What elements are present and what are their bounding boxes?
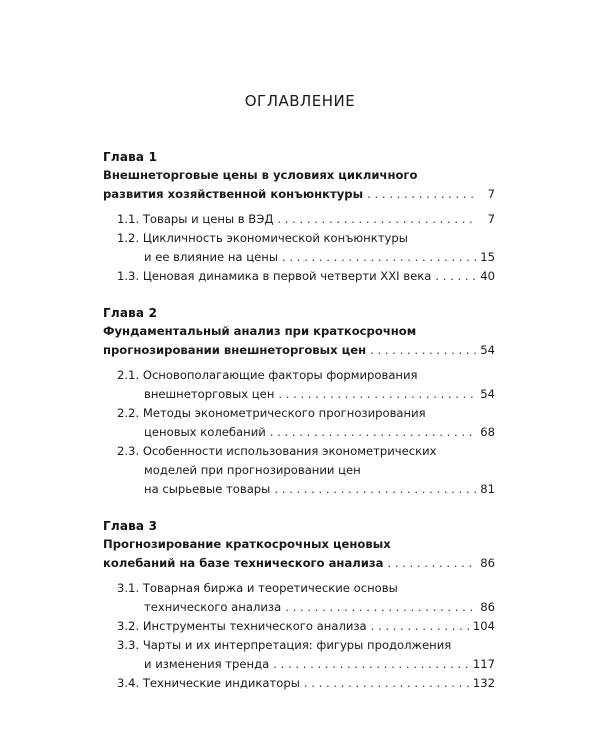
section-entry-3-1[interactable] xyxy=(103,579,495,617)
section-entry-2-3[interactable] xyxy=(103,442,495,499)
section-number: 3.3. xyxy=(117,638,140,652)
section-title: Товарная биржа и теоретические основы xyxy=(142,581,398,595)
section-entry-3-2[interactable] xyxy=(103,617,495,636)
page-number: 40 xyxy=(480,269,495,283)
section-title: Особенности использования эконометрических xyxy=(142,444,437,458)
dot-leader xyxy=(285,598,476,617)
dot-leader xyxy=(304,674,470,693)
section-number: 1.2. xyxy=(117,231,140,245)
section-entry-2-1[interactable] xyxy=(103,366,495,404)
dot-leader xyxy=(370,341,476,360)
section-title: и ее влияние на цены xyxy=(144,250,278,264)
page-number: 68 xyxy=(480,425,495,439)
page-number: 104 xyxy=(472,619,495,633)
section-title: ценовых колебаний xyxy=(144,425,266,439)
section-entry-3-3[interactable] xyxy=(103,636,495,674)
chapter-title-line: Прогнозирование краткосрочных ценовых xyxy=(103,537,391,551)
section-title: Товары и цены в ВЭД xyxy=(142,212,274,226)
section-number: 2.2. xyxy=(117,406,140,420)
section-title: моделей при прогнозировании цен xyxy=(144,463,361,477)
dot-leader xyxy=(277,210,476,229)
chapter-1 xyxy=(103,148,495,286)
section-title: внешнеторговых цен xyxy=(144,387,275,401)
section-title: Инструменты технического анализа xyxy=(142,619,367,633)
section-entry-1-1[interactable] xyxy=(103,210,495,229)
section-number: 1.1. xyxy=(117,212,140,226)
page-number: 86 xyxy=(480,600,495,614)
section-title: Методы эконометрического прогнозирования xyxy=(142,406,426,420)
dot-leader xyxy=(273,655,470,674)
dot-leader xyxy=(278,385,476,404)
chapter-title-line: колебаний на базе технического анализа xyxy=(103,556,384,570)
dot-leader xyxy=(371,617,470,636)
chapter-label: Глава 3 xyxy=(103,519,158,533)
chapter-title-line: развития хозяйственной конъюнктуры xyxy=(103,187,364,201)
table-of-contents xyxy=(103,148,495,711)
section-number: 3.1. xyxy=(117,581,140,595)
section-entry-1-3[interactable] xyxy=(103,267,495,286)
section-title: технического анализа xyxy=(144,600,282,614)
page-number: 86 xyxy=(480,556,495,570)
chapter-title-line: Фундаментальный анализ при краткосрочном xyxy=(103,324,417,338)
chapter-3 xyxy=(103,517,495,693)
page-number: 54 xyxy=(480,387,495,401)
chapter-label: Глава 1 xyxy=(103,150,158,164)
page-number: 15 xyxy=(480,250,495,264)
chapter-title-entry[interactable] xyxy=(103,322,495,360)
section-title: Ценовая динамика в первой четверти XXI века xyxy=(142,269,432,283)
chapter-title-line: Внешнеторговые цены в условиях цикличного xyxy=(103,168,418,182)
section-title: и изменения тренда xyxy=(144,657,270,671)
section-number: 2.1. xyxy=(117,368,140,382)
section-entry-3-4[interactable] xyxy=(103,674,495,693)
page-number: 7 xyxy=(487,187,495,201)
dot-leader xyxy=(274,480,476,499)
dot-leader xyxy=(282,248,476,267)
chapter-title-line: прогнозировании внешнеторговых цен xyxy=(103,343,367,357)
section-entry-1-2[interactable] xyxy=(103,229,495,267)
section-title: Основополагающие факторы формирования xyxy=(142,368,418,382)
dot-leader xyxy=(367,185,476,204)
dot-leader xyxy=(435,267,476,286)
section-number: 2.3. xyxy=(117,444,140,458)
section-title: Цикличность экономической конъюнктуры xyxy=(142,231,408,245)
chapter-title-entry[interactable] xyxy=(103,535,495,573)
dot-leader xyxy=(387,554,476,573)
page-number: 81 xyxy=(480,482,495,496)
section-number: 1.3. xyxy=(117,269,140,283)
section-title: на сырьевые товары xyxy=(144,482,271,496)
section-number: 3.4. xyxy=(117,676,140,690)
chapter-title-entry[interactable] xyxy=(103,166,495,204)
section-number: 3.2. xyxy=(117,619,140,633)
section-title: Технические индикаторы xyxy=(142,676,300,690)
page-number: 7 xyxy=(487,212,495,226)
page-number: 132 xyxy=(472,676,495,690)
dot-leader xyxy=(270,423,476,442)
page-title: ОГЛАВЛЕНИЕ xyxy=(244,92,356,110)
section-entry-2-2[interactable] xyxy=(103,404,495,442)
chapter-label: Глава 2 xyxy=(103,306,158,320)
page-number: 117 xyxy=(472,657,495,671)
chapter-2 xyxy=(103,304,495,499)
section-title: Чарты и их интерпретация: фигуры продолжения xyxy=(142,638,452,652)
page-number: 54 xyxy=(480,343,495,357)
